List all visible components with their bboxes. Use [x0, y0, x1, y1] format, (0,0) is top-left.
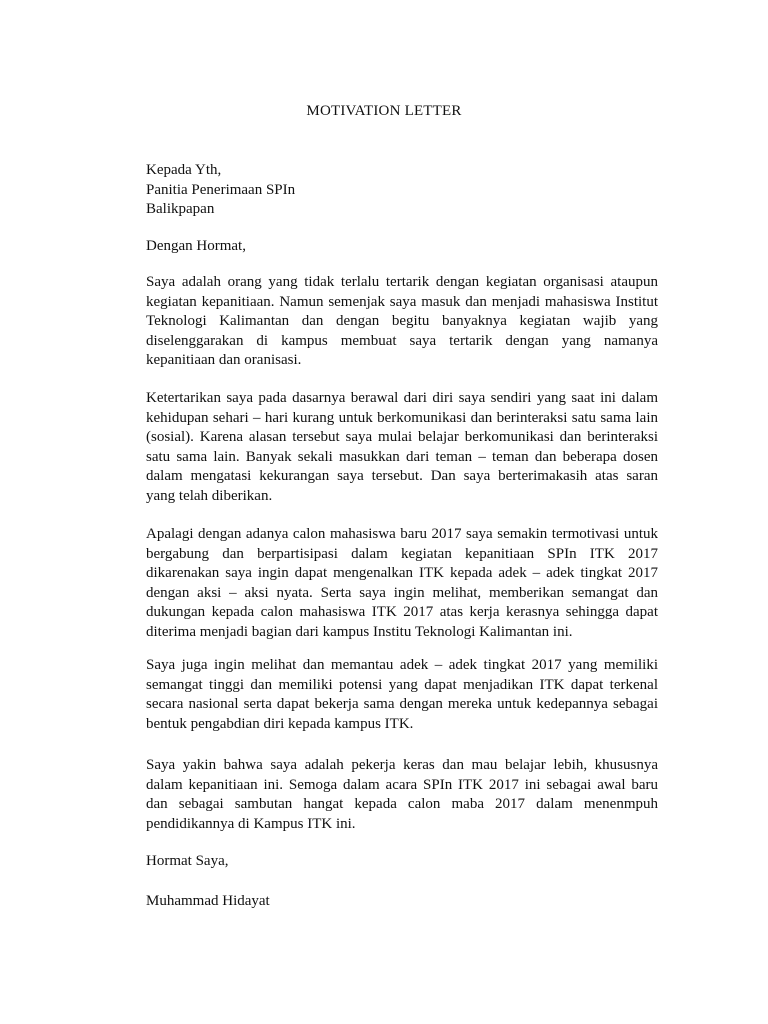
paragraph-line: yang telah diberikan.	[146, 487, 273, 504]
paragraph-line: Saya adalah orang yang tidak terlalu tertarik dengan kegiatan organisasi ataupun	[146, 274, 658, 290]
paragraph-line: bergabung dan berpartisipasi dalam kegiatan kepanitiaan SPIn ITK 2017	[146, 545, 658, 562]
paragraph-2	[146, 389, 658, 507]
paragraph-1	[146, 273, 658, 371]
signature-name: Muhammad Hidayat	[146, 893, 270, 909]
paragraph-line: (sosial). Karena alasan tersebut saya mulai belajar berkomunikasi dan berinteraksi	[146, 429, 658, 446]
paragraph-line: Saya yakin bahwa saya adalah pekerja keras dan mau belajar lebih, khususnya	[146, 757, 658, 773]
paragraph-line: satu sama lain. Banyak sekali masukkan dari teman – teman dan beberapa dosen	[146, 448, 658, 465]
paragraph-5	[146, 756, 658, 834]
paragraph-line: dan sebagai sambutan hangat kepada calon maba 2017 dalam menenmpuh	[146, 796, 658, 813]
paragraph-line: diselenggarakan di kampus membuat saya tertarik dengan yang namanya	[146, 332, 658, 349]
paragraph-3	[146, 525, 658, 643]
paragraph-line: Apalagi dengan adanya calon mahasiswa baru 2017 saya semakin termotivasi untuk	[146, 526, 658, 542]
paragraph-line: dengan aksi – aksi nyata. Serta saya ingin melihat, memberikan semangat dan	[146, 584, 658, 601]
paragraph-line: dukungan kepada calon mahasiswa ITK 2017 atas kerja kerasnya sehingga dapat	[146, 604, 658, 621]
paragraph-line: Ketertarikan saya pada dasarnya berawal dari diri saya sendiri yang saat ini dalam	[146, 390, 658, 406]
paragraph-line: diterima menjadi bagian dari kampus Institu Teknologi Kalimantan ini.	[146, 623, 573, 640]
closing: Hormat Saya,	[146, 853, 229, 869]
paragraph-line: kegiatan kepanitiaan. Namun semenjak saya masuk dan menjadi mahasiswa Institut	[146, 293, 658, 310]
recipient-line: Kepada Yth,	[146, 162, 222, 178]
recipient-block	[146, 161, 658, 220]
paragraph-line: pendidikannya di Kampus ITK ini.	[146, 815, 356, 832]
recipient-line: Balikpapan	[146, 201, 215, 218]
paragraph-line: secara nasional serta dapat bekerja sama dengan mereka untuk kedepannya sebagai	[146, 696, 658, 713]
greeting: Dengan Hormat,	[146, 238, 246, 254]
letter-title: MOTIVATION LETTER	[306, 103, 462, 119]
paragraph-line: Saya juga ingin melihat dan memantau adek – adek tingkat 2017 yang memiliki	[146, 657, 658, 673]
recipient-line: Panitia Penerimaan SPIn	[146, 181, 296, 198]
paragraph-line: kepanitiaan dan oranisasi.	[146, 352, 302, 369]
paragraph-line: dalam kepanitiaan ini. Semoga dalam acara SPIn ITK 2017 ini sebagai awal baru	[146, 776, 658, 793]
paragraph-4	[146, 656, 658, 734]
paragraph-line: semangat tinggi dan memiliki potensi yang dapat menjadikan ITK dapat terkenal	[146, 676, 658, 693]
paragraph-line: bentuk pengabdian diri kepada kampus ITK.	[146, 715, 414, 732]
paragraph-line: dalam mengatasi kekurangan saya tersebut. Dan saya berterimakasih atas saran	[146, 468, 658, 485]
paragraph-line: dikarenakan saya ingin dapat mengenalkan ITK kepada adek – adek tingkat 2017	[146, 565, 658, 582]
paragraph-line: Teknologi Kalimantan dan dengan begitu banyaknya kegiatan wajib yang	[146, 313, 658, 330]
paragraph-line: kehidupan sehari – hari kurang untuk berkomunikasi dan berinteraksi satu sama lain	[146, 409, 658, 426]
